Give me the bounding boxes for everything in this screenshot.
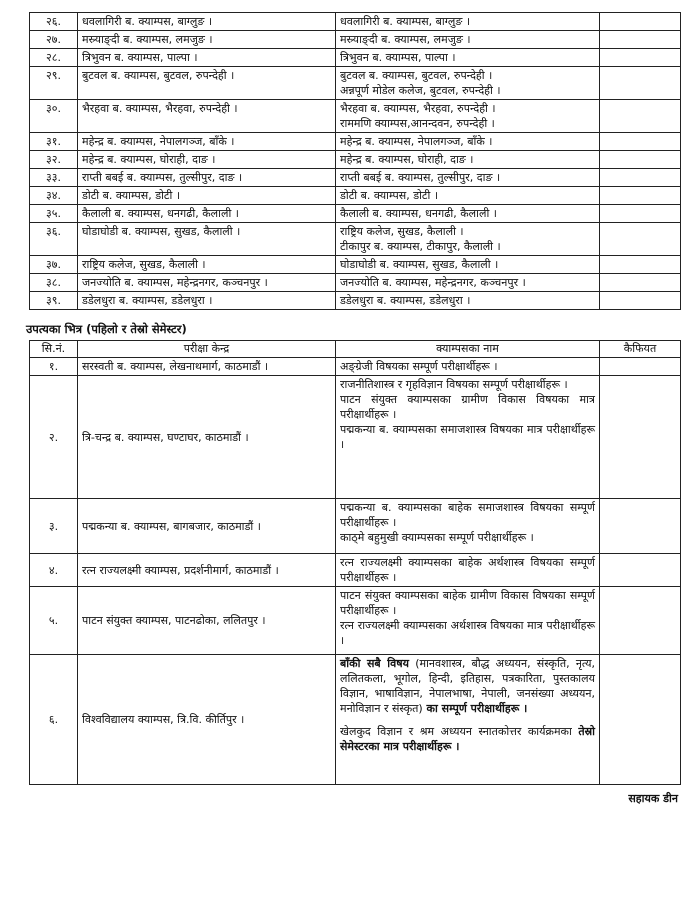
campus-table-top	[29, 12, 681, 310]
campus-name: डोटी ब. क्याम्पस, डोटी ।	[340, 189, 438, 202]
third-semester-label: तेस्रो सेमेस्टरका मात्र परीक्षार्थीहरू ।	[340, 725, 595, 753]
exam-center: मस्र्याङ्दी ब. क्याम्पस, लमजुङ ।	[78, 31, 336, 49]
table-row	[30, 554, 681, 587]
serial-number: ३६.	[30, 223, 78, 256]
campus-names	[336, 587, 600, 655]
campus-name: बुटवल ब. क्याम्पस, बुटवल, रुपन्देही ।	[340, 69, 493, 82]
serial-number: ३४.	[30, 187, 78, 205]
campus-note	[340, 724, 595, 754]
header-row	[30, 341, 681, 358]
table-row	[30, 49, 681, 67]
table-row	[30, 358, 681, 376]
serial-number: ३७.	[30, 256, 78, 274]
campus-name: भैरहवा ब. क्याम्पस, भैरहवा, रुपन्देही ।	[340, 102, 496, 115]
table-row	[30, 376, 681, 499]
remarks-cell	[600, 256, 681, 274]
campus-name: राष्ट्रिय कलेज, सुखड, कैलाली ।	[340, 225, 464, 238]
exam-center: डडेलधुरा ब. क्याम्पस, डडेलधुरा ।	[78, 292, 336, 310]
campus-names	[336, 358, 600, 376]
table-row	[30, 274, 681, 292]
campus-names	[336, 223, 600, 256]
exam-center: भैरहवा ब. क्याम्पस, भैरहवा, रुपन्देही ।	[78, 100, 336, 133]
campus-note	[340, 656, 595, 716]
campus-name: महेन्द्र ब. क्याम्पस, घोराही, दाङ ।	[340, 153, 474, 166]
campus-note: अङ्ग्रेजी विषयका सम्पूर्ण परीक्षार्थीहरू ।	[340, 360, 498, 373]
campus-note: पद्मकन्या ब. क्याम्पसका समाजशास्त्र विषयका मात्र परीक्षार्थीहरू ।	[340, 423, 595, 451]
remarks-cell	[600, 67, 681, 100]
serial-number: ५.	[30, 587, 78, 655]
table-row	[30, 223, 681, 256]
remaining-subjects-label: बाँकी सबै विषय	[340, 657, 409, 670]
remarks-cell	[600, 376, 681, 499]
exam-center: पाटन संयुक्त क्याम्पस, पाटनढोका, ललितपुर ।	[78, 587, 336, 655]
campus-names	[336, 292, 600, 310]
table-row	[30, 187, 681, 205]
campus-names	[336, 256, 600, 274]
table-row	[30, 499, 681, 554]
section-heading: उपत्यका भित्र (पहिलो र तेस्रो सेमेस्टर)	[26, 322, 187, 336]
exam-center: बुटवल ब. क्याम्पस, बुटवल, रुपन्देही ।	[78, 67, 336, 100]
campus-name: डडेलधुरा ब. क्याम्पस, डडेलधुरा ।	[340, 294, 471, 307]
serial-number: २६.	[30, 13, 78, 31]
table-row	[30, 151, 681, 169]
campus-names	[336, 151, 600, 169]
campus-names	[336, 169, 600, 187]
campus-note: राजनीतिशास्त्र र गृहविज्ञान विषयका सम्पूर्ण परीक्षार्थीहरू ।	[340, 378, 568, 391]
remarks-cell	[600, 31, 681, 49]
campus-note: काठ्मे बहुमुखी क्याम्पसका सम्पूर्ण परीक्षार्थीहरू ।	[340, 531, 534, 544]
table-row	[30, 31, 681, 49]
serial-number: ६.	[30, 655, 78, 785]
table-row	[30, 133, 681, 151]
serial-number: ४.	[30, 554, 78, 587]
serial-number: ३३.	[30, 169, 78, 187]
campus-names	[336, 205, 600, 223]
header-remarks: कैफियत	[600, 341, 681, 358]
table-row	[30, 256, 681, 274]
remarks-cell	[600, 358, 681, 376]
table-row	[30, 587, 681, 655]
serial-number: १.	[30, 358, 78, 376]
serial-number: २९.	[30, 67, 78, 100]
campus-names	[336, 67, 600, 100]
remarks-cell	[600, 499, 681, 554]
campus-names	[336, 100, 600, 133]
header-serial: सि.नं.	[30, 341, 78, 358]
exam-center: रत्न राज्यलक्ष्मी क्याम्पस, प्रदर्शनीमार्ग, काठमाडौं ।	[78, 554, 336, 587]
exam-center: विश्वविद्यालय क्याम्पस, त्रि.वि. कीर्तिपुर ।	[78, 655, 336, 785]
serial-number: २७.	[30, 31, 78, 49]
campus-name: त्रिभुवन ब. क्याम्पस, पाल्पा ।	[340, 51, 456, 64]
exam-center: राष्ट्रिय कलेज, सुखड, कैलाली ।	[78, 256, 336, 274]
exam-center: डोटी ब. क्याम्पस, डोटी ।	[78, 187, 336, 205]
serial-number: ३२.	[30, 151, 78, 169]
valley-table-body	[30, 358, 681, 785]
campus-note: पाटन संयुक्त क्याम्पसका बाहेक ग्रामीण विकास विषयका सम्पूर्ण परीक्षार्थीहरू ।	[340, 589, 595, 617]
remarks-cell	[600, 133, 681, 151]
campus-name: महेन्द्र ब. क्याम्पस, नेपालगञ्ज, बाँके ।	[340, 135, 493, 148]
campus-names	[336, 133, 600, 151]
campus-names	[336, 49, 600, 67]
campus-name: राममणि क्याम्पस,आनन्दवन, रुपन्देही ।	[340, 117, 495, 130]
table-row	[30, 655, 681, 785]
serial-number: ३८.	[30, 274, 78, 292]
campus-names	[336, 274, 600, 292]
remarks-cell	[600, 49, 681, 67]
serial-number: ३१.	[30, 133, 78, 151]
serial-number: ३५.	[30, 205, 78, 223]
remarks-cell	[600, 274, 681, 292]
remarks-cell	[600, 554, 681, 587]
campus-note: पाटन संयुक्त क्याम्पसका ग्रामीण विकास विषयका मात्र परीक्षार्थीहरू ।	[340, 393, 595, 421]
remarks-cell	[600, 187, 681, 205]
remarks-cell	[600, 151, 681, 169]
subjects-list: (मानवशास्त्र, बौद्ध अध्ययन, संस्कृति, नृत्य, ललितकला, भूगोल, हिन्दी, इतिहास, पत्रकारिता, पुस्तकालय विज्ञान, भाषाविज्ञान, नेपालभाषा, नेपाली, जनसंख्या अध्ययन, मनोविज्ञान र संस्कृत)	[340, 657, 595, 715]
campus-names	[336, 187, 600, 205]
top-table-body	[30, 13, 681, 310]
table-row	[30, 292, 681, 310]
exam-center: सरस्वती ब. क्याम्पस, लेखनाथमार्ग, काठमाडौं ।	[78, 358, 336, 376]
remarks-cell	[600, 587, 681, 655]
remarks-cell	[600, 223, 681, 256]
campus-names	[336, 376, 600, 499]
serial-number: ३.	[30, 499, 78, 554]
table-row	[30, 13, 681, 31]
exam-center: जनज्योति ब. क्याम्पस, महेन्द्रनगर, कञ्चनपुर ।	[78, 274, 336, 292]
valley-campus-table	[29, 340, 681, 785]
campus-note: रत्न राज्यलक्ष्मी क्याम्पसका अर्थशास्त्र विषयका मात्र परीक्षार्थीहरू ।	[340, 619, 595, 647]
serial-number: ३०.	[30, 100, 78, 133]
remarks-cell	[600, 205, 681, 223]
campus-note: पद्मकन्या ब. क्याम्पसका बाहेक समाजशास्त्र विषयका सम्पूर्ण परीक्षार्थीहरू ।	[340, 501, 595, 529]
exam-center: महेन्द्र ब. क्याम्पस, नेपालगञ्ज, बाँके ।	[78, 133, 336, 151]
remarks-cell	[600, 655, 681, 785]
campus-note: रत्न राज्यलक्ष्मी क्याम्पसका बाहेक अर्थशास्त्र विषयका सम्पूर्ण परीक्षार्थीहरू ।	[340, 556, 595, 584]
exam-center: घोडाघोडी ब. क्याम्पस, सुखड, कैलाली ।	[78, 223, 336, 256]
table-row	[30, 169, 681, 187]
header-campus-name: क्याम्पसका नाम	[336, 341, 600, 358]
paragraph-gap	[340, 716, 595, 724]
campus-name: टीकापुर ब. क्याम्पस, टीकापुर, कैलाली ।	[340, 240, 501, 253]
serial-number: २.	[30, 376, 78, 499]
campus-name: घोडाघोडी ब. क्याम्पस, सुखड, कैलाली ।	[340, 258, 499, 271]
campus-names	[336, 31, 600, 49]
exam-center: पद्मकन्या ब. क्याम्पस, बागबजार, काठमाडौं ।	[78, 499, 336, 554]
serial-number: २८.	[30, 49, 78, 67]
campus-names	[336, 499, 600, 554]
program-text: खेलकुद विज्ञान र श्रम अध्ययन स्नातकोत्तर कार्यक्रमका	[340, 725, 579, 738]
table-row	[30, 67, 681, 100]
remarks-cell	[600, 100, 681, 133]
exam-center: त्रिभुवन ब. क्याम्पस, पाल्पा ।	[78, 49, 336, 67]
campus-name: जनज्योति ब. क्याम्पस, महेन्द्रनगर, कञ्चनपुर ।	[340, 276, 526, 289]
exam-center: कैलाली ब. क्याम्पस, धनगढी, कैलाली ।	[78, 205, 336, 223]
campus-names	[336, 554, 600, 587]
campus-names	[336, 655, 600, 785]
campus-name: राप्ती बबई ब. क्याम्पस, तुल्सीपुर, दाङ ।	[340, 171, 501, 184]
serial-number: ३९.	[30, 292, 78, 310]
exam-center: त्रि-चन्द्र ब. क्याम्पस, घण्टाघर, काठमाडौं ।	[78, 376, 336, 499]
campus-name: कैलाली ब. क्याम्पस, धनगढी, कैलाली ।	[340, 207, 497, 220]
header-exam-center: परीक्षा केन्द्र	[78, 341, 336, 358]
table-row	[30, 205, 681, 223]
exam-center: राप्ती बबई ब. क्याम्पस, तुल्सीपुर, दाङ ।	[78, 169, 336, 187]
campus-name: धवलागिरी ब. क्याम्पस, बाग्लुङ ।	[340, 15, 470, 28]
campus-name: मस्र्याङ्दी ब. क्याम्पस, लमजुङ ।	[340, 33, 471, 46]
remarks-cell	[600, 13, 681, 31]
campus-name: अन्नपूर्ण मोडेल कलेज, बुटवल, रुपन्देही ।	[340, 84, 501, 97]
all-examinees-label: का सम्पूर्ण परीक्षार्थीहरू ।	[422, 702, 528, 715]
exam-center: महेन्द्र ब. क्याम्पस, घोराही, दाङ ।	[78, 151, 336, 169]
remarks-cell	[600, 292, 681, 310]
signature-assistant-dean: सहायक डीन	[628, 792, 678, 805]
campus-names	[336, 13, 600, 31]
table-row	[30, 100, 681, 133]
exam-center: धवलागिरी ब. क्याम्पस, बाग्लुङ ।	[78, 13, 336, 31]
remarks-cell	[600, 169, 681, 187]
